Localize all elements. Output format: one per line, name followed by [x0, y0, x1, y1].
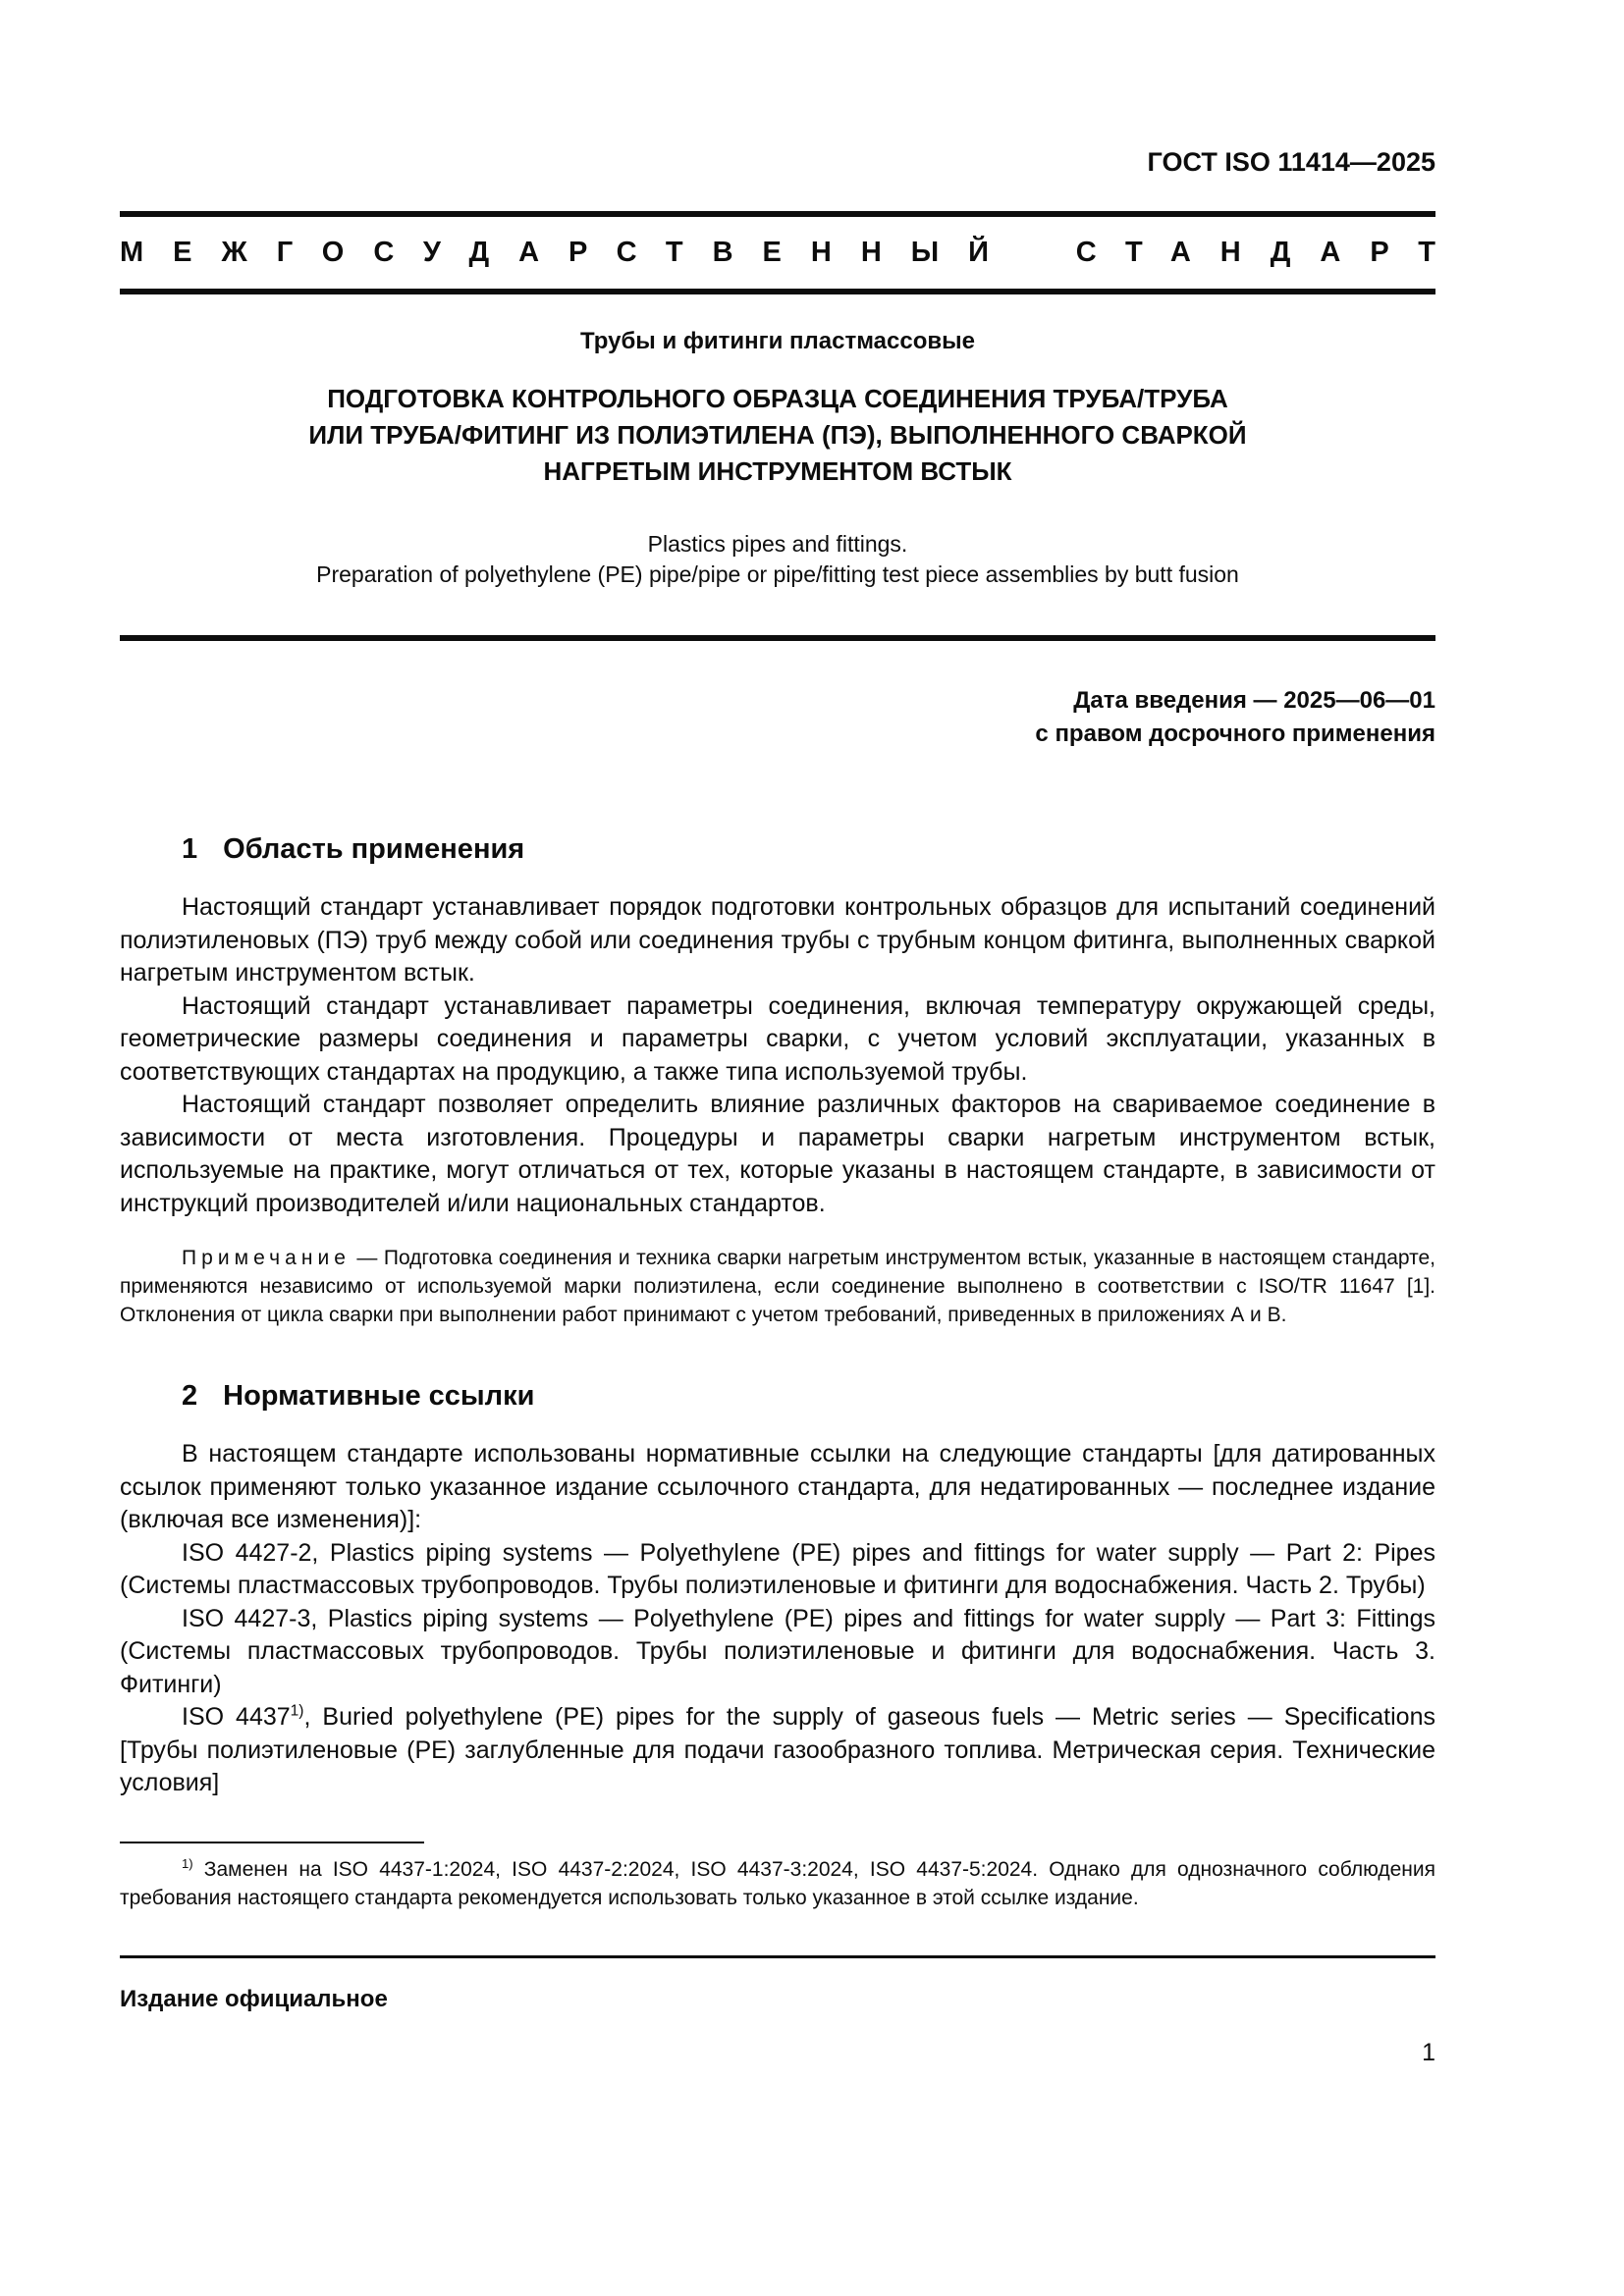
category-word-1: МЕЖГОСУДАРСТВЕННЫЙ: [120, 237, 1019, 268]
normative-reference: ISO 4427-2, Plastics piping systems — Polyethylene (PE) pipes and fittings for water supply — Part 2: Pipes (Системы пластмассовых трубопроводов. Трубы полиэтиленовые и фитинги для водоснабжения. Часть 2. Трубы): [120, 1538, 1435, 1599]
standard-title-ru: [120, 381, 1435, 490]
category-word-2: СТАНДАРТ: [1075, 237, 1465, 268]
title-en-line-1: Plastics pipes and fittings.: [647, 531, 908, 557]
section-1-heading: [182, 833, 1435, 866]
section-2-title: Нормативные ссылки: [223, 1380, 535, 1412]
section-2-number: 2: [182, 1380, 198, 1412]
edition-note: Издание официальное: [120, 1985, 388, 2012]
normative-reference: ISO 4427-3, Plastics piping systems — Polyethylene (PE) pipes and fittings for water supply — Part 3: Fittings (Системы пластмассовых трубопроводов. Трубы полиэтиленовые и фитинги для водоснабжения. Часть 3. Фитинги): [120, 1604, 1435, 1698]
title-ru-line-1: ПОДГОТОВКА КОНТРОЛЬНОГО ОБРАЗЦА СОЕДИНЕНИЯ ТРУБА/ТРУБА: [327, 384, 1228, 413]
standard-group-title: Трубы и фитинги пластмассовые: [580, 328, 975, 354]
standard-category-banner: [120, 237, 1465, 269]
title-ru-line-3: НАГРЕТЫМ ИНСТРУМЕНТОМ ВСТЫК: [543, 456, 1012, 486]
note-text: — Подготовка соединения и техника сварки нагретым инструментом встык, указанные в настоящем стандарте, применяются независимо от используемой марки полиэтилена, если соединение выполнено в соответствии с ISO/TR 11647 [1]. Отклонения от цикла сварки при выполнении работ принимают с учетом требований, приведенных в приложениях А и В.: [120, 1247, 1435, 1326]
title-ru-line-2: ИЛИ ТРУБА/ФИТИНГ ИЗ ПОЛИЭТИЛЕНА (ПЭ), ВЫПОЛНЕННОГО СВАРКОЙ: [308, 420, 1247, 450]
standard-code: ГОСТ ISO 11414—2025: [1147, 147, 1435, 177]
effective-date: Дата введения — 2025—06—01: [1073, 687, 1435, 714]
footnote: [120, 1855, 1435, 1912]
section-2-heading: [182, 1380, 1435, 1413]
section-1-title: Область применения: [223, 833, 525, 865]
title-en-line-2: Preparation of polyethylene (PE) pipe/pipe or pipe/fitting test piece assemblies by butt fusion: [316, 561, 1239, 587]
banner-bottom-rule: [120, 289, 1435, 294]
reference-text: , Buried polyethylene (PE) pipes for the supply of gaseous fuels — Metric series — Specifications [Трубы полиэтиленовые (PE) заглубленные для подачи газообразного топлива. Метрическая серия. Технические условия]: [120, 1703, 1435, 1796]
title-bottom-rule: [120, 635, 1435, 641]
section-1-paragraph: Настоящий стандарт устанавливает порядок подготовки контрольных образцов для испытаний соединений полиэтиленовых (ПЭ) труб между собой или соединения трубы с трубным концом фитинга, выполненных сваркой нагретым инструментом встык.: [120, 893, 1435, 987]
standard-title-en: [120, 529, 1435, 590]
normative-reference: [120, 1701, 1435, 1800]
reference-designation: ISO 4437: [182, 1703, 291, 1731]
footer-rule: [120, 1955, 1435, 1958]
page-number: 1: [1422, 2038, 1435, 2066]
early-application-note: с правом досрочного применения: [1035, 721, 1435, 747]
footnote-rule: [120, 1842, 424, 1843]
note-label: Примечание: [182, 1247, 351, 1269]
top-rule: [120, 211, 1435, 217]
section-1-note: [120, 1244, 1435, 1329]
section-1-number: 1: [182, 833, 198, 865]
section-1-paragraph: Настоящий стандарт устанавливает параметры соединения, включая температуру окружающей среды, геометрические размеры соединения и параметры сварки, с учетом условий эксплуатации, указанных в соответствующих стандартах на продукцию, а также типа используемой трубы.: [120, 991, 1435, 1086]
section-2-intro: В настоящем стандарте использованы нормативные ссылки на следующие стандарты [для датированных ссылок применяют только указанное издание ссылочного стандарта, для недатированных — последнее издание (включая все изменения)]:: [120, 1440, 1435, 1533]
footnote-marker: 1): [290, 1702, 304, 1720]
effective-date-block: [120, 684, 1435, 751]
footnote-marker: 1): [182, 1855, 193, 1871]
footnote-text: Заменен на ISO 4437-1:2024, ISO 4437-2:2024, ISO 4437-3:2024, ISO 4437-5:2024. Однако для однозначного соблюдения требования настоящего стандарта рекомендуется использовать только указанное в этой ссылке издание.: [120, 1857, 1435, 1909]
section-1-paragraph: Настоящий стандарт позволяет определить влияние различных факторов на свариваемое соединение в зависимости от места изготовления. Процедуры и параметры сварки нагретым инструментом встык, используемые на практике, могут отличаться от тех, которые указаны в настоящем стандарте, в зависимости от инструкций производителей и/или национальных стандартов.: [120, 1091, 1435, 1217]
